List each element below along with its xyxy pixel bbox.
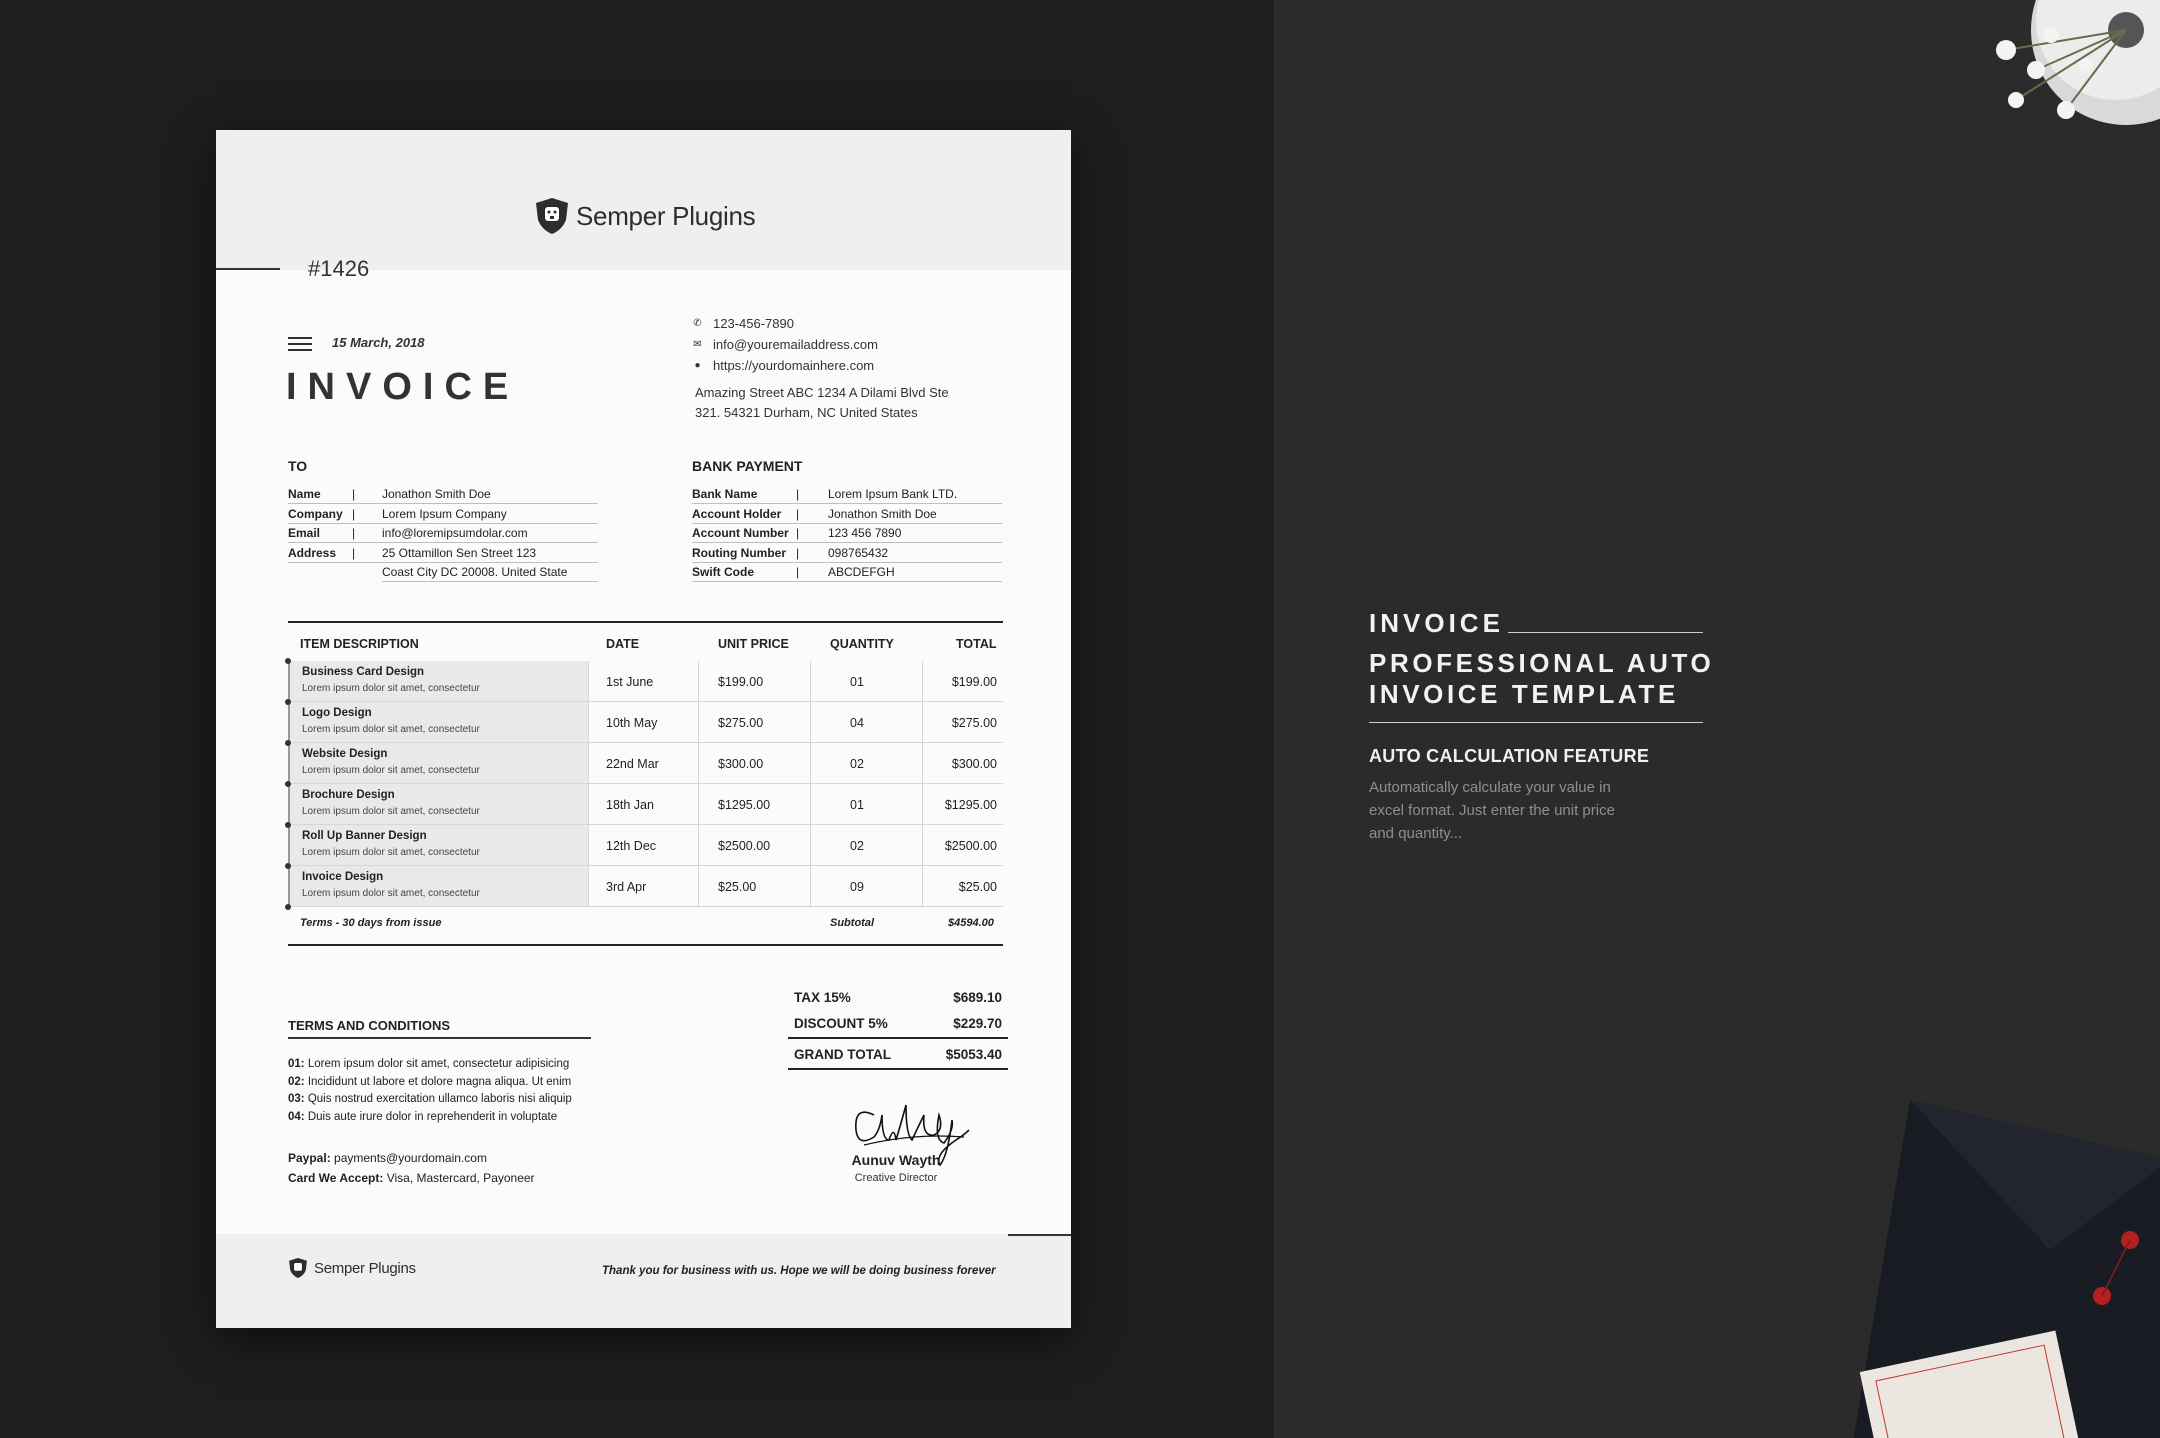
contact-phone [692,313,878,334]
column-divider [810,702,811,742]
panel-description-line1: Automatically calculate your value in [1369,779,1611,796]
terms-item: 02: Incididunt ut labore et dolore magna aliqua. Ut enim [288,1075,572,1088]
column-divider [922,825,923,865]
column-divider [698,784,699,824]
item-name: Logo Design [302,707,372,719]
item-unit-price: $2500.00 [718,839,771,853]
col-header-unit-price: UNIT PRICE [718,637,789,651]
col-header-total: TOTAL [956,637,997,651]
envelope-decoration [1850,1080,2160,1438]
bank-value: Jonathon Smith Doe [828,504,1002,524]
to-key: Address [288,543,352,563]
phone-icon: ✆ [693,318,702,329]
grand-total-value: $5053.40 [945,1046,1002,1062]
brand-name: Semper Plugins [576,200,756,231]
invoice-sheet [216,130,1071,1328]
item-description: Lorem ipsum dolor sit amet, consectetur [302,683,480,694]
panel-subtitle: AUTO CALCULATION FEATURE [1369,746,1650,766]
to-value: Jonathon Smith Doe [382,484,598,504]
panel-title-underline [1508,632,1703,633]
separator: | [796,543,828,563]
table-row [288,866,1003,907]
bank-row [692,562,1002,582]
terms-heading-rule [288,1037,591,1039]
column-divider [810,866,811,906]
invoice-number-rule [216,268,280,270]
row-marker-dot [285,781,291,787]
thank-you-message: Thank you for business with us. Hope we will be doing business forever [602,1265,996,1277]
column-divider [588,866,589,906]
item-date: 1st June [606,675,654,689]
column-divider [588,825,589,865]
separator: | [796,484,828,504]
contact-phone-text: 123-456-7890 [713,316,794,331]
column-divider [922,661,923,701]
row-marker-dot [285,699,291,705]
to-value: 25 Ottamillon Sen Street 123 [382,543,598,563]
item-description: Lorem ipsum dolor sit amet, consectetur [302,806,480,817]
panel-description [1369,776,1659,845]
column-divider [922,743,923,783]
item-description-cell [288,866,588,906]
terms-item: 01: Lorem ipsum dolor sit amet, consectetur adipisicing [288,1058,570,1070]
to-key: Name [288,484,352,504]
to-row [288,523,598,543]
item-quantity: 01 [850,675,864,689]
column-divider [698,825,699,865]
item-description-cell [288,661,588,701]
column-divider [588,702,589,742]
to-value: Lorem Ipsum Company [382,504,598,524]
bank-row [692,484,1002,504]
discount-value: $229.70 [953,1015,1002,1031]
item-quantity: 09 [850,880,864,894]
terms-item: 04: Duis aute irure dolor in reprehenderit in voluptate [288,1110,558,1123]
col-header-quantity: QUANTITY [830,637,894,651]
item-unit-price: $300.00 [718,757,764,771]
payment-info [288,1148,535,1188]
item-description: Lorem ipsum dolor sit amet, consectetur [302,847,480,858]
to-value: Coast City DC 20008. United State [382,562,598,582]
to-row [288,504,598,524]
column-divider [810,661,811,701]
bank-table [692,484,1002,582]
signatory-name: Aunuv Wayth [851,1152,941,1168]
payment-terms-note: Terms - 30 days from issue [300,917,442,929]
separator: | [352,504,382,524]
contact-email-text: info@youremailaddress.com [713,337,878,352]
item-description: Lorem ipsum dolor sit amet, consectetur [302,724,480,735]
table-row [288,661,1003,702]
col-header-description: ITEM DESCRIPTION [300,637,419,651]
table-row [288,702,1003,743]
item-name: Roll Up Banner Design [302,830,427,842]
row-marker-dot [285,863,291,869]
bank-key: Routing Number [692,543,796,563]
bank-row [692,523,1002,543]
item-unit-price: $25.00 [718,880,757,894]
totals-block [788,984,1008,1036]
to-row [288,562,598,582]
panel-heading-line2: INVOICE TEMPLATE [1369,679,1679,709]
contact-block [692,313,878,376]
terms-heading: TERMS AND CONDITIONS [288,1018,451,1033]
to-heading: TO [288,458,308,474]
separator: | [796,523,828,543]
bank-key: Account Holder [692,504,796,524]
bank-row [692,543,1002,563]
bank-key: Account Number [692,523,796,543]
item-total: $275.00 [951,716,997,730]
column-divider [698,661,699,701]
panel-title: INVOICE [1369,608,1504,638]
signatory-role: Creative Director [854,1172,938,1184]
column-divider [810,825,811,865]
item-unit-price: $199.00 [718,675,764,689]
company-address [695,383,949,423]
grand-total-row [788,1041,1008,1067]
item-description-cell [288,702,588,742]
item-quantity: 04 [850,716,864,730]
item-total: $2500.00 [944,839,997,853]
item-date: 12th Dec [606,839,657,853]
item-total: $25.00 [958,880,997,894]
separator: | [352,523,382,543]
terms-item: 03: Quis nostrud exercitation ullamco laboris nisi aliquip [288,1093,572,1105]
items-table-bottom-rule [288,944,1003,946]
flower-vase-decoration [1976,0,2160,210]
footer-brand-name: Semper Plugins [314,1259,416,1277]
subtotal-value: $4594.00 [948,917,994,929]
column-divider [698,702,699,742]
column-divider [810,784,811,824]
contact-website-text: https://yourdomainhere.com [713,358,875,373]
item-name: Brochure Design [302,789,395,801]
to-key: Company [288,504,352,524]
item-name: Website Design [302,748,388,760]
footer-logo [288,1256,416,1280]
row-marker-dot [285,904,291,910]
item-total: $199.00 [951,675,997,689]
globe-icon: ● [694,360,701,371]
menu-lines-icon [288,337,312,351]
column-divider [588,661,589,701]
item-date: 18th Jan [606,798,654,812]
to-row [288,484,598,504]
discount-row [788,1010,1008,1036]
header-logo [534,196,755,236]
items-table-header [288,623,1003,661]
item-name: Invoice Design [302,871,384,883]
column-divider [922,784,923,824]
table-row [288,743,1003,784]
to-row [288,543,598,563]
table-row [288,825,1003,866]
bank-key: Swift Code [692,562,796,582]
column-divider [922,702,923,742]
contact-email [692,334,878,355]
item-description-cell [288,825,588,865]
to-key: Email [288,523,352,543]
bank-heading: BANK PAYMENT [692,458,803,474]
separator: | [796,562,828,582]
col-header-date: DATE [606,637,640,651]
tax-value: $689.10 [953,989,1002,1005]
address-line1: Amazing Street ABC 1234 A Dilami Blvd Ste [695,385,949,400]
column-divider [698,866,699,906]
item-unit-price: $1295.00 [718,798,771,812]
separator: | [352,543,382,563]
footer-accent-rule [1008,1234,1071,1236]
separator [352,562,382,582]
separator: | [352,484,382,504]
column-divider [698,743,699,783]
cards-line: Card We Accept: Visa, Mastercard, Payoneer [288,1171,535,1185]
row-marker-dot [285,822,291,828]
column-divider [810,743,811,783]
panel-description-line3: and quantity... [1369,825,1463,842]
item-unit-price: $275.00 [718,716,764,730]
bank-row [692,504,1002,524]
row-marker-dot [285,740,291,746]
column-divider [922,866,923,906]
bank-value: ABCDEFGH [828,562,1002,582]
item-description-cell [288,784,588,824]
column-divider [588,784,589,824]
terms-list [288,1056,572,1126]
separator: | [796,504,828,524]
panel-description-line2: excel format. Just enter the unit price [1369,802,1615,819]
to-table [288,484,598,582]
item-date: 22nd Mar [606,757,659,771]
item-date: 3rd Apr [606,880,647,894]
to-key [288,562,352,582]
invoice-date: 15 March, 2018 [332,335,425,350]
grand-total-label: GRAND TOTAL [794,1046,891,1062]
item-description-cell [288,743,588,783]
column-divider [588,743,589,783]
envelope-icon: ✉ [693,339,702,350]
paypal-line: Paypal: payments@yourdomain.com [288,1151,487,1165]
contact-website [692,355,878,376]
address-line2: 321. 54321 Durham, NC United States [695,405,918,420]
item-quantity: 02 [850,839,864,853]
shield-icon [288,1256,308,1280]
item-quantity: 02 [850,757,864,771]
item-description: Lorem ipsum dolor sit amet, consectetur [302,888,480,899]
invoice-number: #1426 [308,256,370,281]
invoice-title: INVOICE [286,366,520,408]
discount-label: DISCOUNT 5% [794,1015,888,1031]
subtotal-label: Subtotal [830,917,874,929]
tax-label: TAX 15% [794,989,851,1005]
item-total: $1295.00 [944,798,997,812]
bank-key: Bank Name [692,484,796,504]
to-value: info@loremipsumdolar.com [382,523,598,543]
item-total: $300.00 [951,757,997,771]
panel-heading-line1: PROFESSIONAL AUTO [1369,648,1715,678]
bank-value: 123 456 7890 [828,523,1002,543]
panel-heading [1369,648,1714,710]
table-row [288,784,1003,825]
row-marker-dot [285,658,291,664]
grand-total-bottom-rule [788,1068,1008,1070]
bank-value: Lorem Ipsum Bank LTD. [828,484,1002,504]
bank-value: 098765432 [828,543,1002,563]
panel-heading-divider [1369,722,1703,723]
item-date: 10th May [606,716,658,730]
item-description: Lorem ipsum dolor sit amet, consectetur [302,765,480,776]
sheet-footer-band [216,1234,1071,1328]
item-quantity: 01 [850,798,864,812]
shield-icon [534,196,570,236]
tax-row [788,984,1008,1010]
item-name: Business Card Design [302,666,425,678]
grand-total-top-rule [788,1037,1008,1039]
